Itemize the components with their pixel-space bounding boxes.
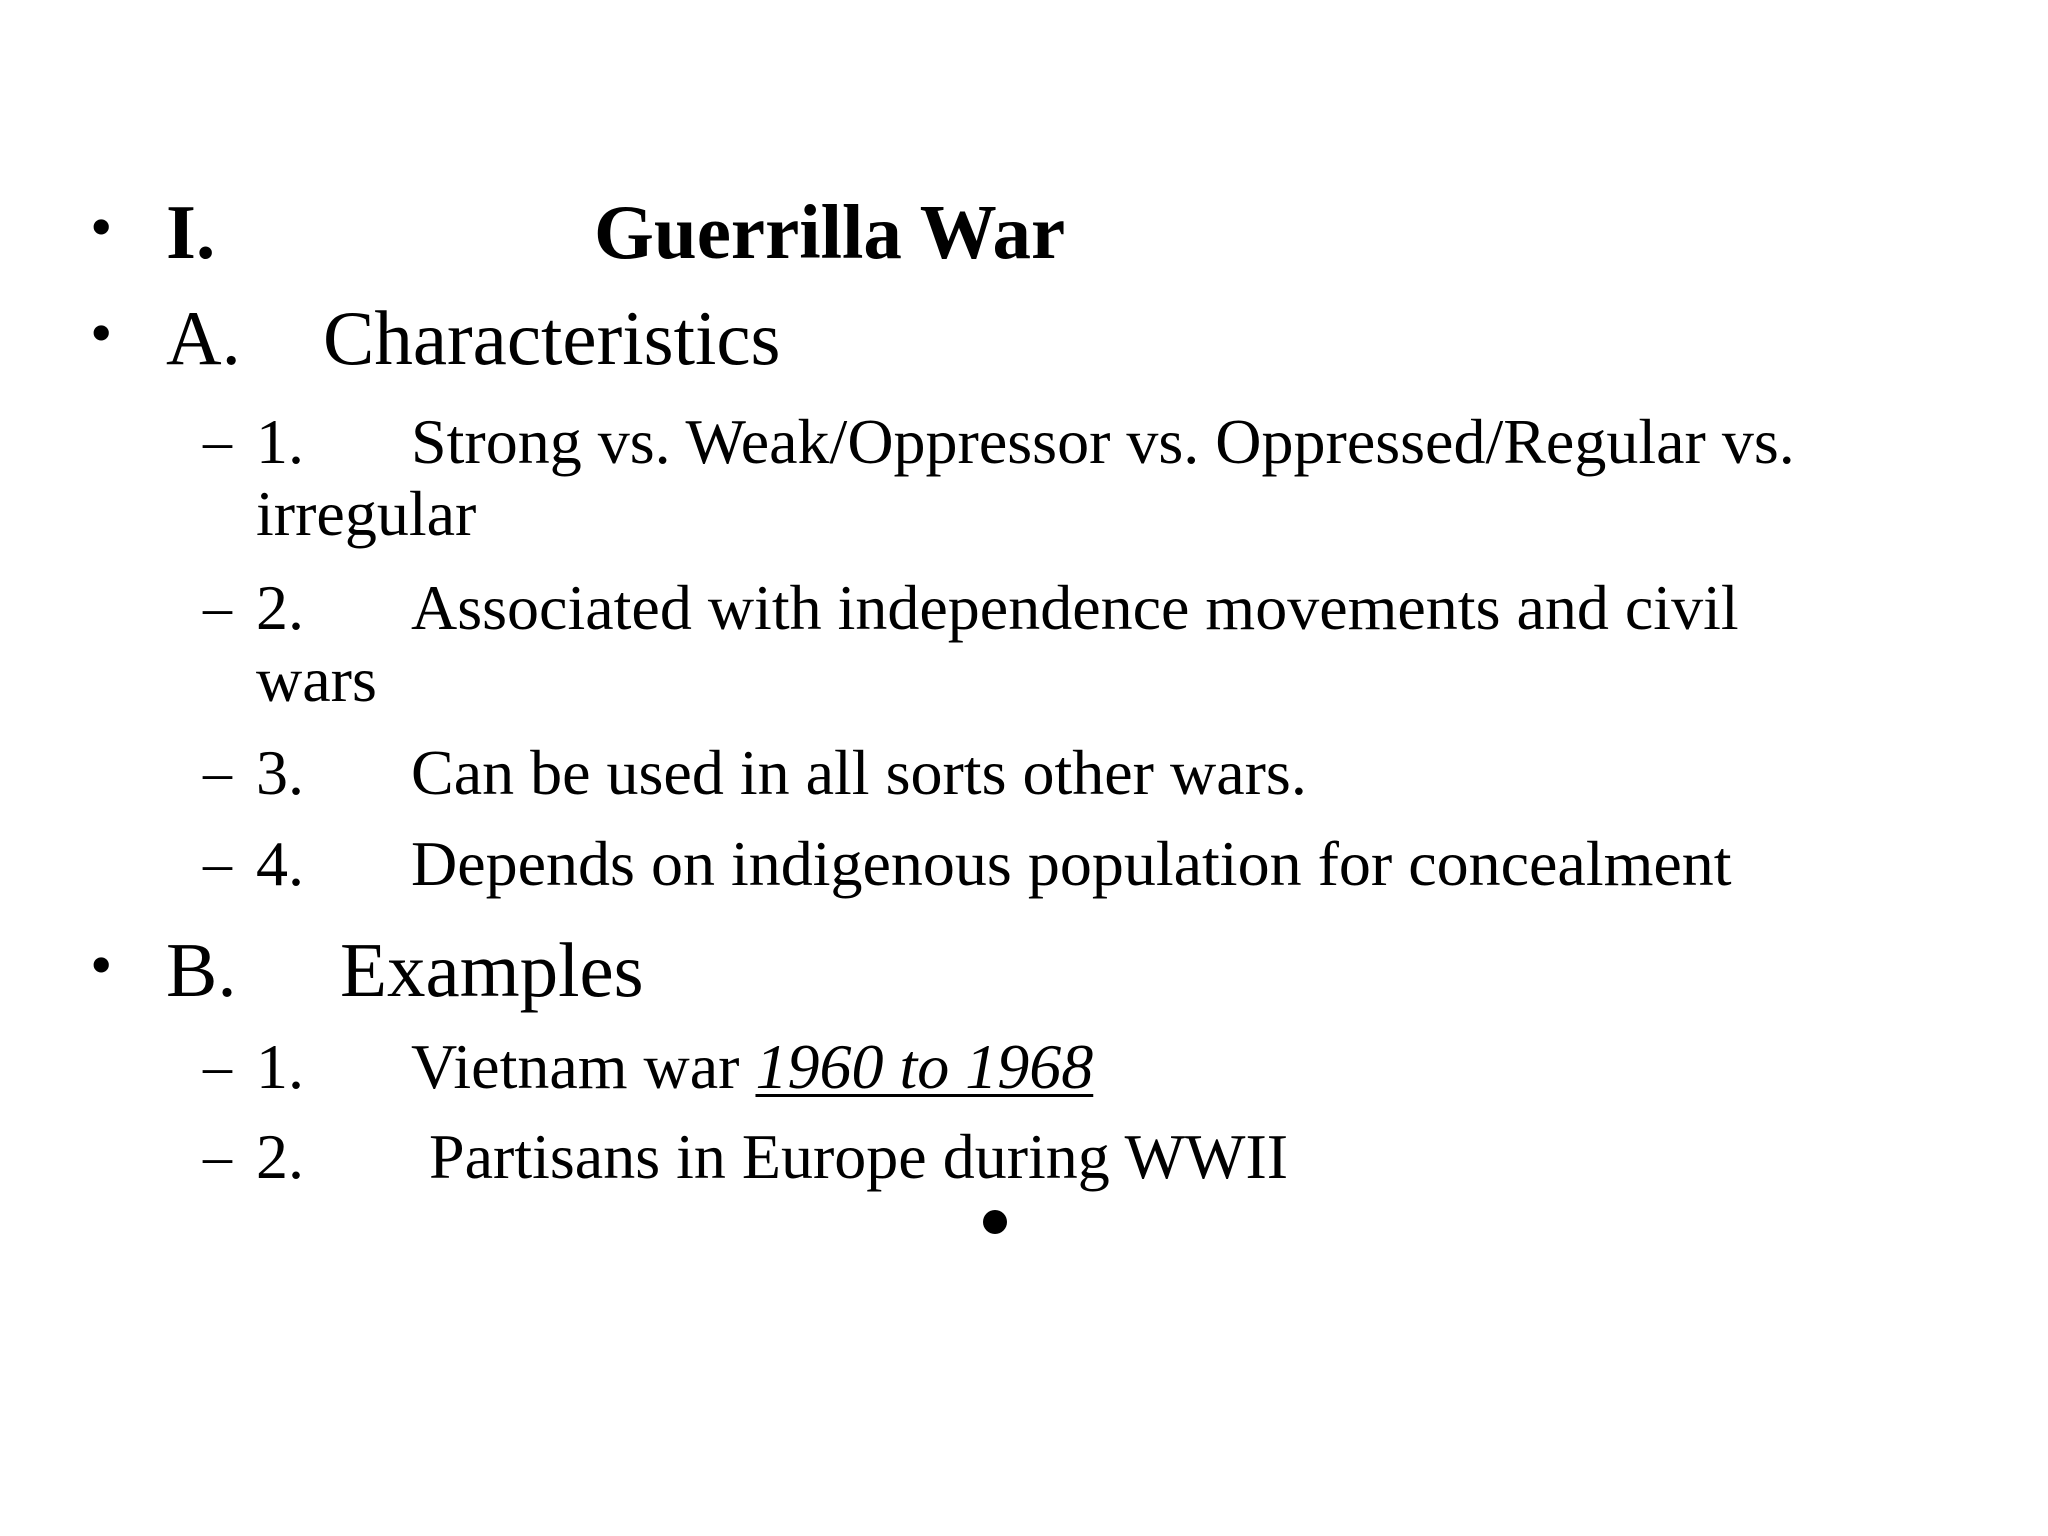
item-text: Partisans in Europe during WWII (429, 1121, 1289, 1192)
heading-title: Guerrilla War (594, 189, 1066, 275)
item-number: 3. (256, 737, 304, 808)
item-number: 2. (256, 572, 304, 643)
item-text-plain: Vietnam war (411, 1031, 740, 1102)
item-text: Associated with independence movements and civil (411, 572, 1739, 643)
item-text-continuation: irregular (256, 478, 477, 549)
item-number: 1. (256, 1031, 304, 1102)
empty-bullet-icon (983, 1210, 1007, 1234)
heading-number: I. (166, 189, 216, 275)
dash-icon: – (203, 408, 232, 473)
item-date-range: 1960 to 1968 (755, 1031, 1094, 1102)
item-text: Can be used in all sorts other wars. (411, 737, 1307, 808)
item-text: Depends on indigenous population for concealment (411, 828, 1732, 899)
section-a-letter: A. (166, 295, 241, 381)
item-number: 1. (256, 406, 304, 477)
dash-icon: – (203, 1123, 232, 1188)
bullet-icon: • (90, 297, 113, 368)
item-text: Strong vs. Weak/Oppressor vs. Oppressed/Regular vs. (411, 406, 1795, 477)
bullet-icon: • (90, 929, 113, 1000)
section-a-title: Characteristics (323, 295, 781, 381)
dash-icon: – (203, 830, 232, 895)
item-number: 2. (256, 1121, 304, 1192)
section-b-letter: B. (166, 927, 237, 1013)
dash-icon: – (203, 574, 232, 639)
item-number: 4. (256, 828, 304, 899)
section-b-title: Examples (340, 927, 644, 1013)
bullet-icon: • (90, 191, 113, 262)
item-text-continuation: wars (256, 644, 377, 715)
item-text (411, 1030, 1093, 1104)
dash-icon: – (203, 1033, 232, 1098)
dash-icon: – (203, 739, 232, 804)
